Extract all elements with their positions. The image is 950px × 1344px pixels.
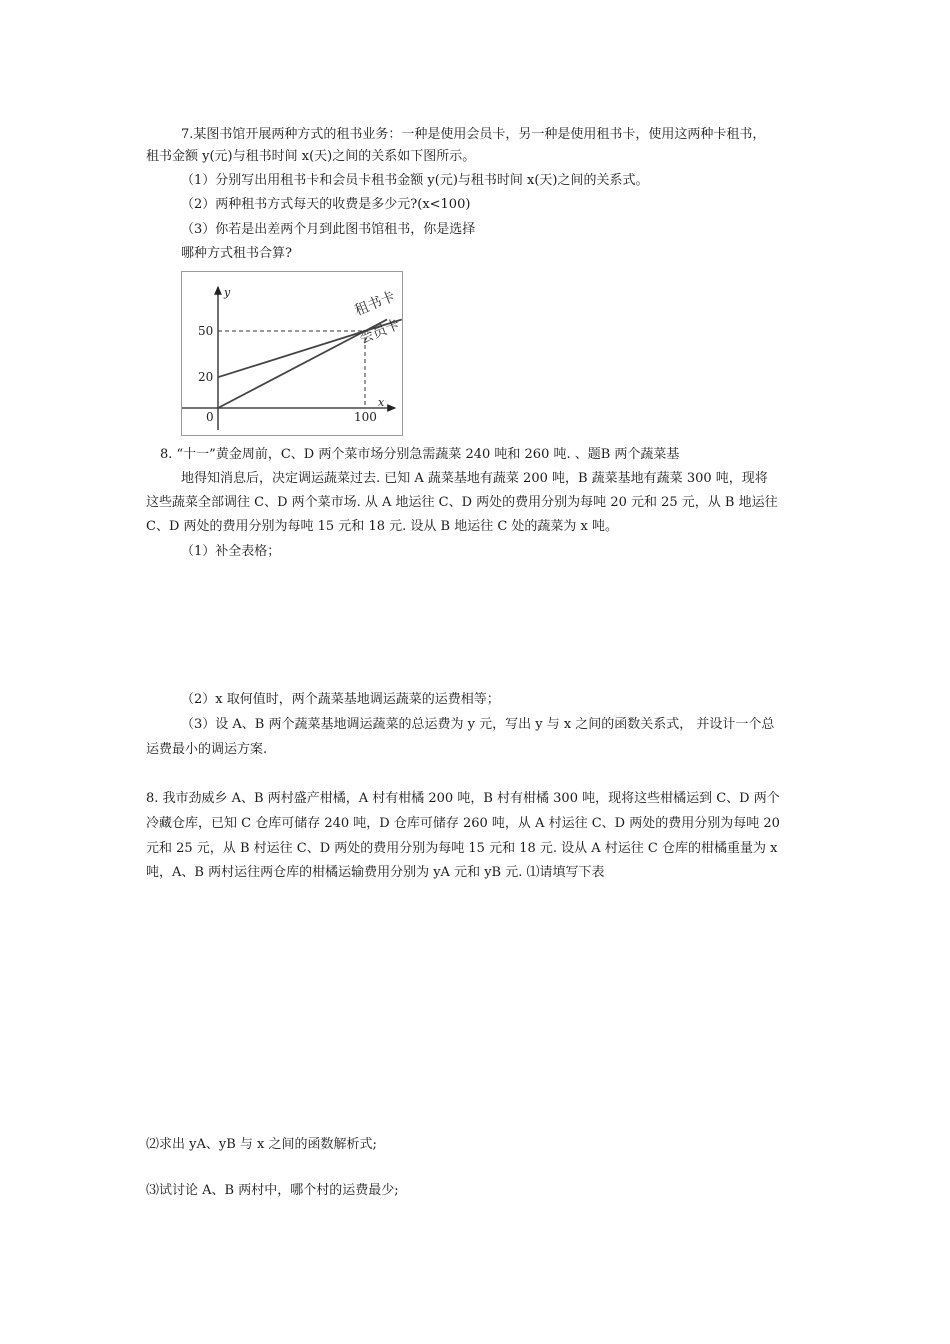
- x-tick-label-0: 0: [206, 410, 214, 424]
- q7-stem-line2: 租书金额 y(元)与租书时间 x(天)之间的关系如下图所示。: [146, 149, 476, 164]
- q8a-part2: （2）x 取何值时，两个蔬菜基地调运蔬菜的运费相等；: [181, 692, 500, 707]
- q7-part1: （1）分别写出用租书卡和会员卡租书金额 y(元)与租书时间 x(天)之间的关系式。: [181, 173, 649, 188]
- x-axis-label: x: [378, 396, 385, 409]
- y-axis-label: y: [224, 286, 231, 299]
- q8b-line4: 吨，A、B 两村运往两仓库的柑橘运输费用分别为 yA 元和 yB 元. ⑴请填写下表: [146, 865, 605, 880]
- q8a-line1: 8. “十一”黄金周前，C、D 两个菜市场分别急需蔬菜 240 吨和 260 吨. 、题B 两个蔬菜基: [160, 447, 680, 462]
- rental-cost-chart-svg: [182, 272, 402, 435]
- q7-part3-line2: 哪种方式租书合算?: [181, 246, 292, 261]
- q8a-line4: C、D 两处的费用分别为每吨 15 元和 18 元. 设从 B 地运往 C 处的蔬菜为 x 吨。: [146, 519, 619, 534]
- q7-part3-line1: （3）你若是出差两个月到此图书馆租书，你是选择: [181, 222, 476, 237]
- q8a-part1: （1）补全表格；: [181, 544, 281, 559]
- x-tick-label-100: 100: [354, 410, 377, 424]
- q8a-line3: 这些蔬菜全部调往 C、D 两个菜市场. 从 A 地运往 C、D 两处的费用分别为每吨 20 元和 25 元，从 B 地运往: [146, 495, 778, 510]
- q8a-part3-line2: 运费最小的调运方案.: [146, 742, 268, 757]
- y-tick-label-20: 20: [198, 370, 214, 385]
- q7-stem-line1: 7.某图书馆开展两种方式的租书业务：一种是使用会员卡，另一种是使用租书卡，使用这两种卡租书，: [181, 127, 766, 142]
- q8a-part3-line1: （3）设 A、B 两个蔬菜基地调运蔬菜的总运费为 y 元，写出 y 与 x 之间的函数关系式， 并设计一个总: [181, 717, 775, 732]
- q8a-line2: 地得知消息后，决定调运蔬菜过去. 已知 A 蔬菜基地有蔬菜 200 吨，B 蔬菜基地有蔬菜 300 吨，现将: [181, 471, 768, 486]
- q7-part2: （2）两种租书方式每天的收费是多少元?(x<100): [181, 197, 471, 212]
- y-tick-label-50: 50: [198, 324, 214, 338]
- rental-cost-graph: [181, 271, 403, 436]
- q8b-part3: ⑶试讨论 A、B 两村中，哪个村的运费最少;: [146, 1183, 399, 1198]
- series-label-1: 租书卡: [352, 288, 398, 320]
- q8b-line3: 元和 25 元，从 B 村运往 C、D 两处的费用分别为每吨 15 元和 18 元. 设从 A 村运往 C 仓库的柑橘重量为 x: [146, 841, 778, 856]
- series-label-2: 会员卡: [357, 316, 402, 348]
- q8b-line1: 8. 我市劲威乡 A、B 两村盛产柑橘，A 村有柑橘 200 吨，B 村有柑橘 300 吨，现将这些柑橘运到 C、D 两个: [146, 791, 780, 806]
- q8b-part2: ⑵求出 yA、yB 与 x 之间的函数解析式;: [146, 1137, 377, 1152]
- q8b-line2: 冷藏仓库，已知 C 仓库可储存 240 吨，D 仓库可储存 260 吨，从 A 村运往 C、D 两处的费用分别为每吨 20: [146, 816, 780, 831]
